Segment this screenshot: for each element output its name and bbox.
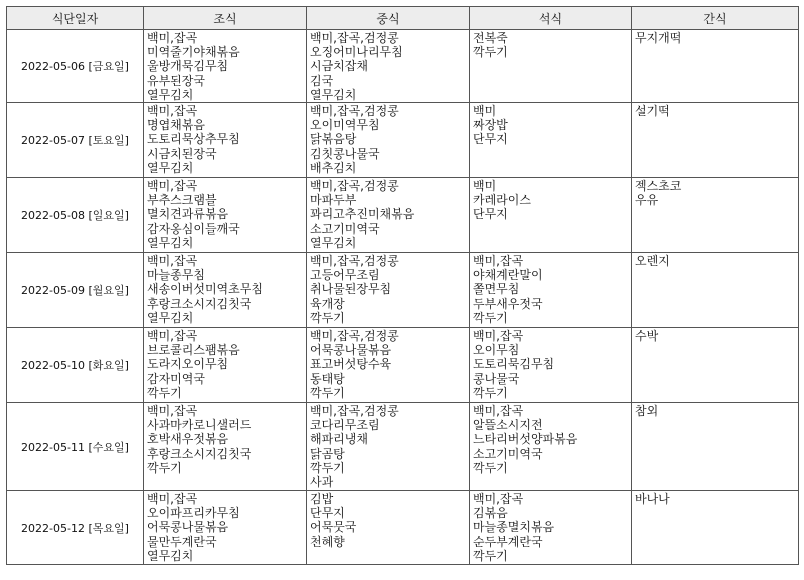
menu-item: 전복죽 <box>473 31 508 45</box>
menu-item: 설기떡 <box>635 104 670 118</box>
menu-item: 무지개떡 <box>635 31 682 45</box>
lunch-cell <box>307 403 470 491</box>
menu-item: 감자미역국 <box>147 371 205 386</box>
menu-item: 백미,잡곡,검정콩 <box>310 179 399 193</box>
breakfast-cell <box>144 178 307 253</box>
menu-item: 젝스초코 <box>635 179 682 193</box>
table-row <box>7 103 799 178</box>
date-cell: 2022-05-12 [목요일] <box>7 491 144 565</box>
table-row <box>7 178 799 253</box>
lunch-cell <box>307 178 470 253</box>
meal-plan-table <box>6 6 799 565</box>
menu-item: 백미 <box>473 104 497 118</box>
table-row <box>7 491 799 565</box>
header-lunch: 중식 <box>307 7 470 30</box>
menu-item: 도라지오이무침 <box>147 357 229 372</box>
menu-item: 해파리냉채 <box>310 432 368 447</box>
menu-item: 시금치잡채 <box>310 59 368 74</box>
menu-item: 어묵콩나물볶음 <box>310 343 392 358</box>
menu-item: 열무김치 <box>310 235 357 250</box>
menu-item: 코다리무조림 <box>310 418 380 433</box>
menu-item: 깍두기 <box>147 460 182 475</box>
menu-item: 김칫콩나물국 <box>310 146 380 161</box>
menu-item: 오이파프리카무침 <box>147 506 240 521</box>
menu-item: 소고기미역국 <box>310 221 380 236</box>
table-row <box>7 403 799 491</box>
menu-item: 백미,잡곡 <box>473 254 524 268</box>
menu-item: 도토리묵상추무침 <box>147 132 240 147</box>
menu-item: 닭볶음탕 <box>310 132 357 147</box>
lunch-cell <box>307 30 470 103</box>
menu-item: 백미,잡곡,검정콩 <box>310 254 399 268</box>
menu-item: 열무김치 <box>147 548 194 563</box>
menu-item: 수박 <box>635 329 659 343</box>
date-cell: 2022-05-08 [일요일] <box>7 178 144 253</box>
menu-item: 백미,잡곡,검정콩 <box>310 104 399 118</box>
menu-item: 닭곰탕 <box>310 446 345 461</box>
header-breakfast: 조식 <box>144 7 307 30</box>
menu-item: 열무김치 <box>147 160 194 175</box>
menu-item: 마늘종무침 <box>147 268 205 283</box>
snack-cell <box>632 491 799 565</box>
menu-item: 멸치견과류볶음 <box>147 207 229 222</box>
table-body <box>7 30 799 565</box>
menu-item: 표고버섯탕수육 <box>310 357 392 372</box>
menu-item: 취나물된장무침 <box>310 282 392 297</box>
menu-item: 백미,잡곡,검정콩 <box>310 329 399 343</box>
table-row <box>7 328 799 403</box>
lunch-cell <box>307 253 470 328</box>
menu-item: 순두부계란국 <box>473 534 543 549</box>
menu-item: 바나나 <box>635 492 670 506</box>
menu-item: 감자옹심이들깨국 <box>147 221 240 236</box>
menu-item: 백미,잡곡 <box>147 31 198 45</box>
menu-item: 깍두기 <box>473 548 508 563</box>
breakfast-cell <box>144 253 307 328</box>
menu-item: 마파두부 <box>310 193 357 208</box>
lunch-cell <box>307 491 470 565</box>
dinner-cell <box>470 30 632 103</box>
menu-item: 열무김치 <box>310 87 357 102</box>
header-dinner: 석식 <box>470 7 632 30</box>
table-row <box>7 30 799 103</box>
menu-item: 깍두기 <box>473 310 508 325</box>
menu-item: 김볶음 <box>473 506 508 521</box>
menu-item: 울방개묵김무침 <box>147 59 229 74</box>
menu-item: 호박새우젓볶음 <box>147 432 229 447</box>
menu-item: 백미,잡곡 <box>473 492 524 506</box>
menu-item: 육개장 <box>310 296 345 311</box>
menu-item: 단무지 <box>473 132 508 147</box>
menu-item: 우유 <box>635 193 659 208</box>
date-cell: 2022-05-07 [토요일] <box>7 103 144 178</box>
menu-item: 카레라이스 <box>473 193 531 208</box>
menu-item: 쫄면무침 <box>473 282 520 297</box>
menu-item: 오렌지 <box>635 254 670 268</box>
menu-item: 백미 <box>473 179 497 193</box>
menu-item: 백미,잡곡 <box>473 329 524 343</box>
menu-item: 깍두기 <box>147 385 182 400</box>
header-row <box>7 7 799 30</box>
header-snack: 간식 <box>632 7 799 30</box>
menu-item: 백미,잡곡 <box>473 404 524 418</box>
menu-item: 알뜰소시지전 <box>473 418 543 433</box>
menu-item: 꽈리고추진미채볶음 <box>310 207 415 222</box>
breakfast-cell <box>144 328 307 403</box>
date-cell: 2022-05-11 [수요일] <box>7 403 144 491</box>
dinner-cell <box>470 253 632 328</box>
menu-item: 미역줄기야채볶음 <box>147 45 240 60</box>
snack-cell <box>632 403 799 491</box>
breakfast-cell <box>144 403 307 491</box>
dinner-cell <box>470 403 632 491</box>
menu-item: 열무김치 <box>147 310 194 325</box>
menu-item: 깍두기 <box>473 385 508 400</box>
menu-item: 깍두기 <box>310 310 345 325</box>
menu-item: 시금치된장국 <box>147 146 217 161</box>
menu-item: 고등어무조림 <box>310 268 380 283</box>
menu-item: 사과 <box>310 474 334 489</box>
menu-item: 열무김치 <box>147 235 194 250</box>
breakfast-cell <box>144 30 307 103</box>
menu-item: 천혜향 <box>310 534 345 549</box>
menu-item: 물만두계란국 <box>147 534 217 549</box>
menu-item: 오이무침 <box>473 343 520 358</box>
menu-item: 느타리버섯양파볶음 <box>473 432 578 447</box>
dinner-cell <box>470 491 632 565</box>
menu-item: 어묵뭇국 <box>310 520 357 535</box>
menu-item: 콩나물국 <box>473 371 520 386</box>
menu-item: 오이미역무침 <box>310 118 380 133</box>
dinner-cell <box>470 103 632 178</box>
snack-cell <box>632 328 799 403</box>
date-cell: 2022-05-09 [월요일] <box>7 253 144 328</box>
snack-cell <box>632 30 799 103</box>
menu-item: 백미,잡곡,검정콩 <box>310 404 399 418</box>
menu-item: 동태탕 <box>310 371 345 386</box>
menu-item: 새송이버섯미역초무침 <box>147 282 263 297</box>
menu-item: 백미,잡곡 <box>147 329 198 343</box>
menu-item: 열무김치 <box>147 87 194 102</box>
menu-item: 배추김치 <box>310 160 357 175</box>
menu-item: 도토리묵김무침 <box>473 357 555 372</box>
menu-item: 후랑크소시지김칫국 <box>147 296 252 311</box>
menu-item: 유부된장국 <box>147 73 205 88</box>
menu-item: 오징어미나리무침 <box>310 45 403 60</box>
menu-item: 단무지 <box>310 506 345 521</box>
snack-cell <box>632 253 799 328</box>
snack-cell <box>632 178 799 253</box>
menu-item: 김국 <box>310 73 334 88</box>
breakfast-cell <box>144 491 307 565</box>
date-cell: 2022-05-10 [화요일] <box>7 328 144 403</box>
menu-item: 명엽채볶음 <box>147 118 205 133</box>
menu-item: 부추스크램블 <box>147 193 217 208</box>
menu-item: 깍두기 <box>473 460 508 475</box>
menu-item: 김밥 <box>310 492 334 506</box>
menu-item: 두부새우젓국 <box>473 296 543 311</box>
lunch-cell <box>307 103 470 178</box>
menu-item: 백미,잡곡 <box>147 404 198 418</box>
menu-item: 짜장밥 <box>473 118 508 133</box>
breakfast-cell <box>144 103 307 178</box>
menu-item: 참외 <box>635 404 659 418</box>
menu-item: 백미,잡곡 <box>147 492 198 506</box>
menu-item: 사과마카로니샐러드 <box>147 418 252 433</box>
menu-item: 소고기미역국 <box>473 446 543 461</box>
snack-cell <box>632 103 799 178</box>
menu-item: 마늘종멸치볶음 <box>473 520 555 535</box>
dinner-cell <box>470 178 632 253</box>
header-date: 식단일자 <box>7 7 144 30</box>
menu-item: 백미,잡곡 <box>147 254 198 268</box>
menu-item: 깍두기 <box>310 460 345 475</box>
lunch-cell <box>307 328 470 403</box>
dinner-cell <box>470 328 632 403</box>
menu-item: 깍두기 <box>473 45 508 60</box>
menu-item: 야채계란말이 <box>473 268 543 283</box>
menu-item: 깍두기 <box>310 385 345 400</box>
table-row <box>7 253 799 328</box>
menu-item: 브로콜리스팸볶음 <box>147 343 240 358</box>
menu-item: 백미,잡곡,검정콩 <box>310 31 399 45</box>
menu-item: 백미,잡곡 <box>147 104 198 118</box>
menu-item: 후랑크소시지김칫국 <box>147 446 252 461</box>
menu-item: 백미,잡곡 <box>147 179 198 193</box>
menu-item: 어묵콩나물볶음 <box>147 520 229 535</box>
menu-item: 단무지 <box>473 207 508 222</box>
date-cell: 2022-05-06 [금요일] <box>7 30 144 103</box>
